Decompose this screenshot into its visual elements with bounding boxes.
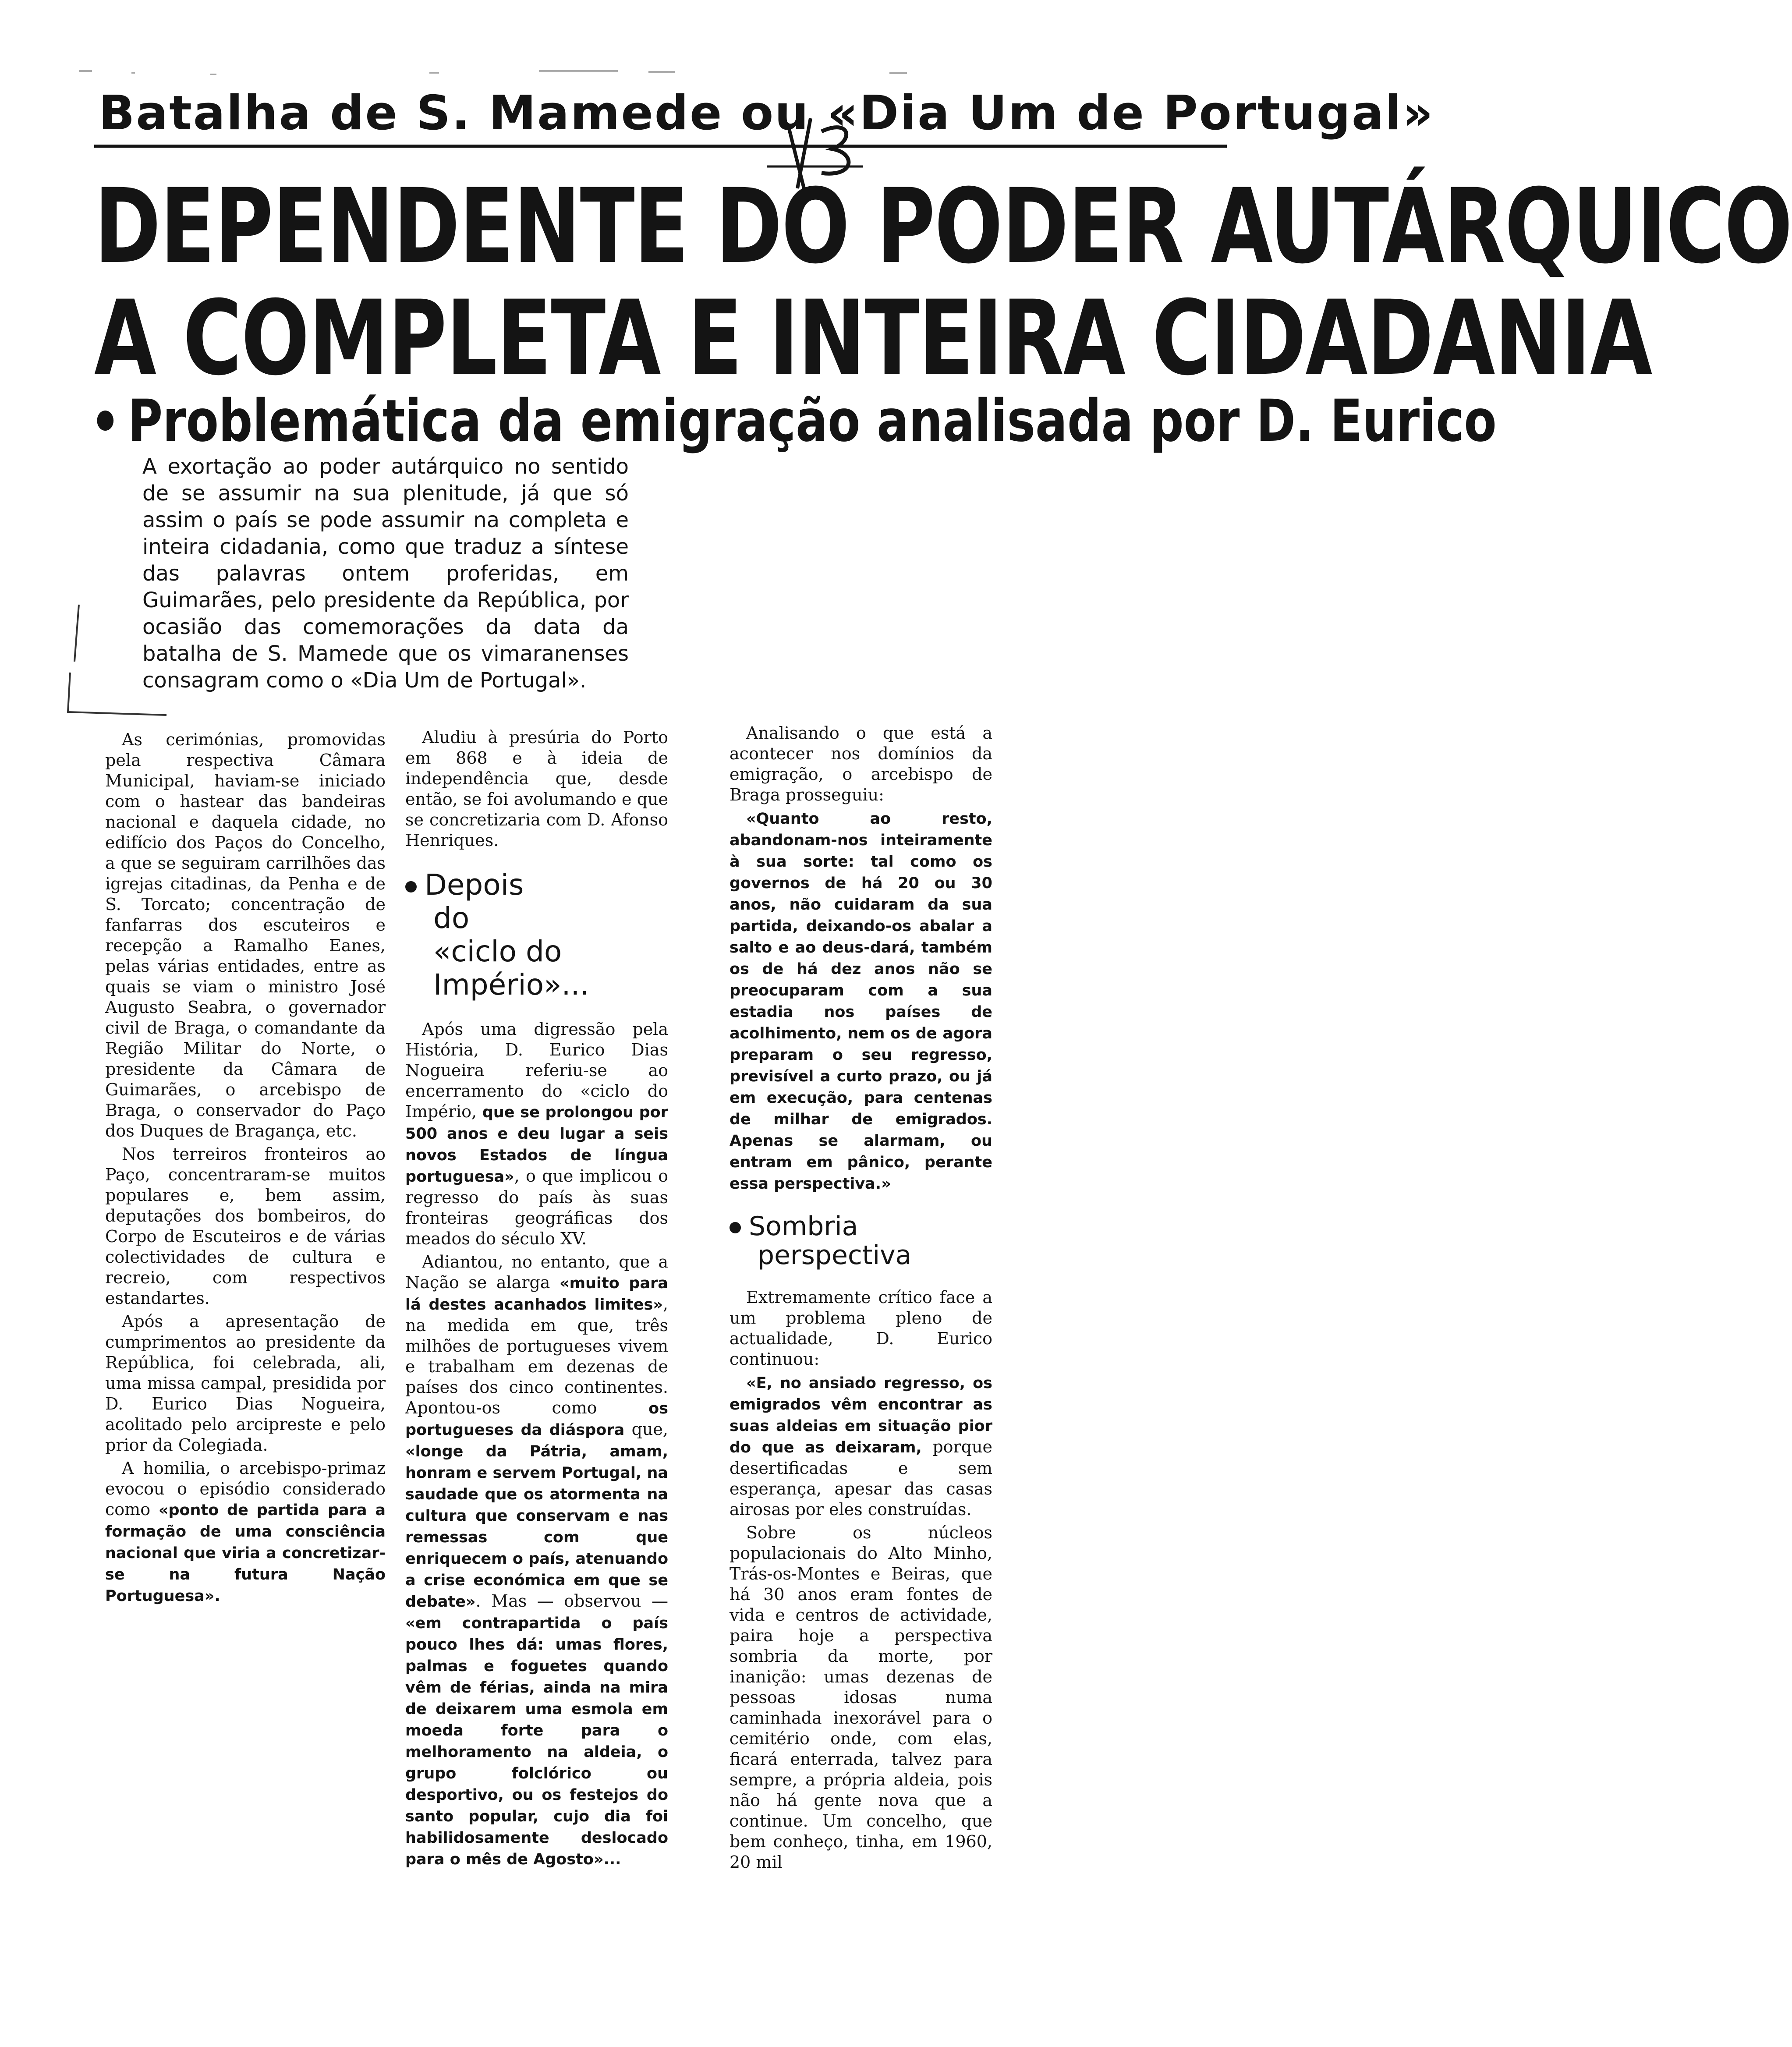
kicker-rule xyxy=(94,145,1227,148)
col2-text: Adiantou, no entanto, que a Nação se alarga xyxy=(405,1252,668,1292)
col2-bold-quote: «longe da Pátria, amam, honram e servem Portugal, na saudade que os atormenta na cultura que conservam e nas remessas com que enriquecem o país, atenuando a crise económica em que se debate» xyxy=(405,1443,668,1611)
subheadline xyxy=(90,387,1497,455)
scan-noise xyxy=(79,61,1218,83)
col2-paragraph xyxy=(405,1019,668,1249)
col2-text: . Mas — observou — xyxy=(475,1591,668,1611)
col1-bold-quote: «ponto de partida para a formação de uma consciência nacional que viria a concretizar-se na futura Nação Portuguesa». xyxy=(105,1502,386,1605)
col3-paragraph: Sobre os núcleos populacionais do Alto Minho, Trás-os-Montes e Beiras, que há 30 anos eram fontes de vida e centros de actividade, paira hoje a perspectiva sombria da morte, por inanição: umas dezenas de pessoas idosas numa caminhada inexorável para o cemitério onde, com elas, ficará enterrada, talvez para sempre, a própria aldeia, pois não há gente nova que a continue. Um concelho, que bem conheço, tinha, em 1960, 20 mil xyxy=(730,1523,992,1872)
col3-bold-quote: «Quanto ao resto, abandonam-nos inteiramente à sua sorte: tal como os governos de há 20 ou 30 anos, não cuidaram da sua partida, deixando-os abalar a salto e ao deus-dará, também os de há dez anos não se preocuparam com a sua estadia nos países de acolhimento, nem os de agora preparam o seu regresso, previsível a curto prazo, ou já em execução, para centenas de milhar de emigrados. Apenas se alarmam, ou entram em pânico, perante essa perspectiva.» xyxy=(730,810,992,1193)
col2-text: Após uma digressão pela História, D. Eurico Dias Nogueira referiu-se ao encerramento do «ciclo do Império, xyxy=(405,1020,668,1121)
col2-bold-quote: que se prolongou por 500 anos e deu lugar a seis novos Estados de língua portuguesa» xyxy=(405,1104,668,1186)
kicker: Batalha de S. Mamede ou «Dia Um de Portugal» xyxy=(99,86,1434,141)
col2-text: , na medida em que, três milhões de portugueses vivem e trabalham em dezenas de países dos cinco continentes. Apontou-os como xyxy=(405,1294,668,1417)
section-line: Império»... xyxy=(433,968,589,1002)
column-1 xyxy=(105,730,386,1609)
col2-text: que, xyxy=(631,1420,668,1439)
section-line: perspectiva xyxy=(758,1240,912,1271)
col2-bold-quote: os portugueses da diáspora xyxy=(405,1400,668,1439)
lead-paragraph: A exortação ao poder autárquico no sentido de se assumir na sua plenitude, já que só assim o país se pode assumir na completa e inteira cidadania, como que traduz a síntese das palavras ontem proferidas, em Guimarães, pelo presidente da República, por ocasião das comemorações da data da batalha de S. Mamede que os vimaranenses consagram como o «Dia Um de Portugal». xyxy=(142,454,629,693)
col2-paragraph xyxy=(405,1252,668,1870)
subheadline-text: Problemática da emigração analisada por D. Eurico xyxy=(127,387,1497,455)
section-line: do xyxy=(433,901,470,935)
col3-paragraph: Extremamente crítico face a um problema pleno de actualidade, D. Eurico continuou: xyxy=(730,1288,992,1369)
col1-text: A homilia, o arcebispo-primaz evocou o episódio considerado como xyxy=(105,1459,386,1519)
headline-line-2: A COMPLETA E INTEIRA CIDADANIA xyxy=(94,279,1652,398)
col3-paragraph xyxy=(730,1372,992,1520)
col2-bold-quote: «muito para lá destes acanhados limites» xyxy=(405,1275,668,1314)
col3-text: porque desertificadas e sem esperança, apesar das casas airosas por eles construídas. xyxy=(730,1437,992,1519)
bullet-icon xyxy=(405,881,417,892)
bullet-icon xyxy=(730,1222,741,1233)
col3-paragraph: Analisando o que está a acontecer nos domínios da emigração, o arcebispo de Braga prosseguiu: xyxy=(730,723,992,804)
column-2 xyxy=(405,727,668,1873)
col3-bold-quote: «E, no ansiado regresso, os emigrados vêm encontrar as suas aldeias em situação pior do que as deixaram, xyxy=(730,1374,992,1456)
section-heading-depois xyxy=(405,868,668,1002)
headline-line-1: DEPENDENTE DO PODER AUTÁRQUICO xyxy=(94,167,1792,287)
section-line: Sombria xyxy=(749,1211,858,1242)
col2-text: , o que implicou o regresso do país às suas fronteiras geográficas dos meados do século XV. xyxy=(405,1166,668,1248)
col1-paragraph: Após a apresentação de cumprimentos ao presidente da República, foi celebrada, ali, uma missa campal, presidida por D. Eurico Dias Nogueira, acolitado pelo arcipreste e pelo prior da Colegiada. xyxy=(105,1312,386,1455)
section-heading-sombria xyxy=(730,1212,992,1270)
column-3 xyxy=(730,723,992,1875)
section-line: Depois xyxy=(425,868,524,902)
col1-paragraph xyxy=(105,1458,386,1607)
col2-bold-quote: «em contrapartida o país pouco lhes dá: umas flores, palmas e foguetes quando vêm de férias, ainda na mira de deixarem uma esmola em moeda forte para o melhoramento na aldeia, o grupo folclórico ou desportivo, ou os festejos do santo popular, cujo dia foi habilidosamente deslocado para o mês de Agosto»... xyxy=(405,1615,668,1868)
bullet-icon xyxy=(97,411,113,431)
col1-paragraph: Nos terreiros fronteiros ao Paço, concentraram-se muitos populares e, bem assim, deputações dos bombeiros, do Corpo de Escuteiros e de várias colectividades de cultura e recreio, com respectivos estandartes. xyxy=(105,1144,386,1308)
margin-bracket xyxy=(61,596,175,719)
col1-paragraph: As cerimónias, promovidas pela respectiva Câmara Municipal, haviam-se iniciado com o hastear das bandeiras nacional e daquela cidade, no edifício dos Paços do Concelho, a que se seguiram carrilhões das igrejas citadinas, da Penha e de S. Torcato; concentração de fanfarras dos escuteiros e recepção a Ramalho Eanes, pelas várias entidades, entre as quais se viam o ministro José Augusto Seabra, o governador civil de Braga, o comandante da Região Militar do Norte, o presidente da Câmara de Guimarães, o arcebispo de Braga, o conservador do Paço dos Duques de Bragança, etc. xyxy=(105,730,386,1140)
col3-paragraph xyxy=(730,808,992,1194)
section-line: «ciclo do xyxy=(433,935,562,968)
col2-paragraph: Aludiu à presúria do Porto em 868 e à ideia de independência que, desde então, se foi avolumando e que se concretizaria com D. Afonso Henriques. xyxy=(405,728,668,850)
